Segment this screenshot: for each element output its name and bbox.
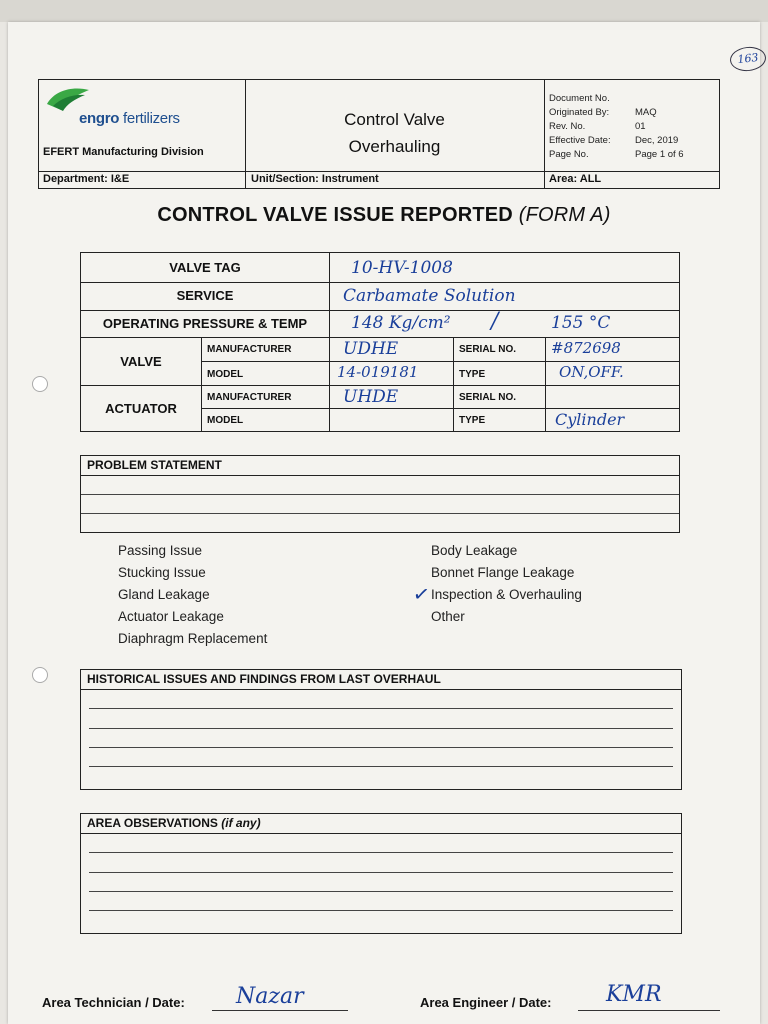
operating-temp-value: 155 °C — [551, 313, 611, 333]
binder-hole — [32, 376, 48, 392]
actuator-label: ACTUATOR — [105, 401, 177, 416]
option-actuator-leakage[interactable]: Actuator Leakage — [118, 609, 224, 624]
option-body-leakage[interactable]: Body Leakage — [431, 543, 518, 558]
engro-logo — [45, 86, 215, 126]
operating-separator: / — [491, 309, 499, 334]
operating-pressure-temp-label: OPERATING PRESSURE & TEMP — [102, 316, 308, 331]
actuator-type-value: Cylinder — [555, 410, 625, 429]
actuator-manufacturer-label: MANUFACTURER — [207, 392, 292, 403]
valve-serial-label: SERIAL NO. — [459, 344, 517, 355]
engineer-signature: KMR — [606, 982, 662, 1007]
leaf-logo-icon — [45, 86, 95, 112]
area-field: Area: ALL — [549, 173, 602, 185]
form-title: CONTROL VALVE ISSUE REPORTED (FORM A) — [157, 204, 611, 226]
brand-name: engro fertilizers — [79, 110, 180, 127]
actuator-model-label: MODEL — [207, 415, 244, 426]
area-observations-title: AREA OBSERVATIONS (if any) — [87, 816, 261, 830]
valve-type-value: ON,OFF. — [559, 363, 624, 381]
engineer-label: Area Engineer / Date: — [420, 995, 552, 1010]
operating-pressure-value: 148 Kg/cm² — [351, 313, 451, 333]
valve-label: VALVE — [120, 354, 162, 369]
historical-issues-box — [80, 669, 682, 790]
page-number: 163 — [729, 45, 767, 73]
problem-statement-box — [80, 455, 680, 533]
division-name: EFERT Manufacturing Division — [43, 146, 204, 158]
unit-section-field: Unit/Section: Instrument — [251, 173, 379, 185]
option-stucking-issue[interactable]: Stucking Issue — [118, 565, 206, 580]
technician-signature-line — [212, 1010, 348, 1011]
option-gland-leakage[interactable]: Gland Leakage — [118, 587, 210, 602]
option-other[interactable]: Other — [431, 609, 465, 624]
option-passing-issue[interactable]: Passing Issue — [118, 543, 203, 558]
area-observations-box — [80, 813, 682, 934]
option-inspection-overhauling[interactable]: Inspection & Overhauling — [431, 587, 582, 602]
technician-label: Area Technician / Date: — [42, 995, 185, 1010]
check-mark-icon: ✓ — [411, 582, 432, 608]
valve-serial-value: #872698 — [551, 339, 621, 357]
technician-signature: Nazar — [236, 984, 304, 1009]
actuator-type-label: TYPE — [459, 415, 486, 426]
valve-manufacturer-value: UDHE — [343, 339, 399, 359]
service-label: SERVICE — [176, 288, 234, 303]
valve-info-table — [80, 252, 680, 432]
valve-model-value: 14-019181 — [337, 363, 419, 381]
valve-tag-value: 10-HV-1008 — [351, 258, 453, 278]
page-top-edge — [0, 0, 768, 22]
document-info: Document No. Originated By: MAQ Rev. No. 01 Effective Date: Dec, 2019 Page No. Page 1 of 6 — [549, 93, 684, 160]
option-diaphragm-replacement[interactable]: Diaphragm Replacement — [118, 631, 268, 646]
valve-tag-label: VALVE TAG — [169, 260, 241, 275]
problem-statement-title: PROBLEM STATEMENT — [87, 458, 222, 472]
engineer-signature-line — [578, 1010, 720, 1011]
department-field: Department: I&E — [43, 173, 130, 185]
binder-hole — [32, 667, 48, 683]
valve-model-label: MODEL — [207, 369, 244, 380]
actuator-manufacturer-value: UHDE — [343, 387, 399, 407]
historical-issues-title: HISTORICAL ISSUES AND FINDINGS FROM LAST OVERHAUL — [87, 672, 441, 686]
valve-type-label: TYPE — [459, 369, 486, 380]
valve-manufacturer-label: MANUFACTURER — [207, 344, 292, 355]
document-title: Control Valve Overhauling — [344, 110, 445, 156]
document-header — [38, 79, 720, 189]
option-bonnet-flange-leakage[interactable]: Bonnet Flange Leakage — [431, 565, 575, 580]
actuator-serial-label: SERIAL NO. — [459, 392, 517, 403]
service-value: Carbamate Solution — [343, 286, 516, 306]
